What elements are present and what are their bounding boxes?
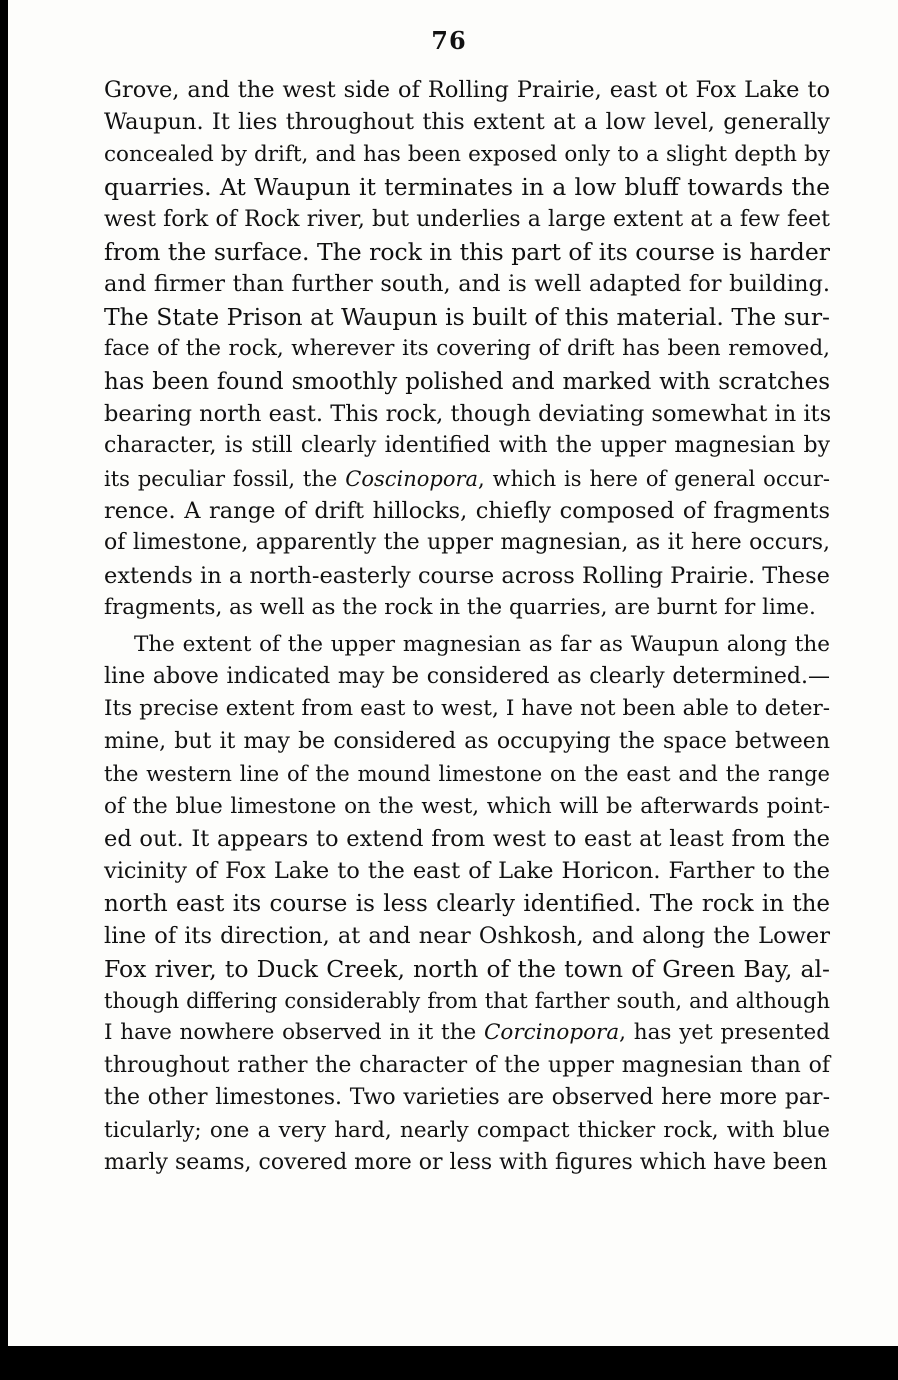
text-line: the other limestones. Two varieties are observed here more par- — [104, 1085, 830, 1111]
text-line: the western line of the mound limestone on the east and the range — [104, 762, 830, 787]
text-line: Grove, and the west side of Rolling Prairie, east ot Fox Lake to — [104, 77, 830, 103]
text-line: bearing north east. This rock, though deviating somewhat in its — [104, 400, 832, 427]
text-line: from the surface. The rock in this part of its course is harder — [104, 237, 830, 266]
text-line: rence. A range of drift hillocks, chiefly composed of fragments — [104, 498, 830, 525]
text-line: has been found smoothly polished and marked with scratches — [104, 368, 830, 395]
text-line: extends in a north-easterly course across Rolling Prairie. These — [104, 562, 830, 589]
text-line: though differing considerably from that farther south, and although — [104, 988, 830, 1013]
text-line: fragments, as well as the rock in the quarries, are burnt for lime. — [104, 595, 816, 621]
text-line: quarries. At Waupun it terminates in a low bluff towards the — [104, 173, 830, 202]
text-line: north east its course is less clearly identified. The rock in the — [104, 890, 830, 917]
text-line: mine, but it may be considered as occupying the space between — [104, 728, 830, 754]
text-line: Its precise extent from east to west, I have not been able to deter- — [104, 696, 830, 722]
text-line: The State Prison at Waupun is built of this material. The sur- — [104, 302, 830, 331]
paragraph-2 — [104, 629, 830, 1180]
paragraph-1 — [104, 74, 830, 625]
text-line: Waupun. It lies throughout this extent at a low level, generally — [104, 109, 830, 136]
scan-bottom-edge — [0, 1346, 898, 1380]
text-line: line above indicated may be considered as clearly determined.— — [104, 664, 830, 690]
text-line: Fox river, to Duck Creek, north of the town of Green Bay, al- — [104, 954, 830, 983]
text-line: vicinity of Fox Lake to the east of Lake Horicon. Farther to the — [104, 858, 830, 885]
italic-taxon-name: Coscinopora — [345, 466, 479, 491]
text-line: line of its direction, at and near Oshkosh, and along the Lower — [104, 923, 830, 950]
text-line: marly seams, covered more or less with figures which have been — [104, 1149, 828, 1175]
scan-left-edge — [0, 0, 8, 1380]
text-line: west fork of Rock river, but underlies a large extent at a few feet — [104, 206, 830, 232]
italic-taxon-name: Corcinopora — [483, 1020, 620, 1046]
body-text — [104, 74, 830, 1179]
page-number: 76 — [431, 26, 467, 55]
text-line: of the blue limestone on the west, which will be afterwards point- — [104, 793, 830, 819]
text-line: The extent of the upper magnesian as far as Waupun along the — [134, 631, 830, 657]
text-line: throughout rather the character of the upper magnesian than of — [104, 1052, 830, 1078]
text-line: its peculiar fossil, the Coscinopora, which is here of general occur- — [104, 466, 831, 491]
text-line: character, is still clearly identified with the upper magnesian by — [104, 433, 830, 459]
text-line: concealed by drift, and has been exposed only to a slight depth by — [104, 141, 830, 167]
text-line: I have nowhere observed in it the Corcinopora, has yet presented — [104, 1020, 830, 1046]
text-line: and firmer than further south, and is well adapted for building. — [104, 271, 830, 298]
text-line: face of the rock, wherever its covering of drift has been removed, — [104, 336, 830, 362]
text-line: ed out. It appears to extend from west to east at least from the — [104, 825, 830, 852]
text-line: ticularly; one a very hard, nearly compact thicker rock, with blue — [104, 1117, 830, 1143]
text-line: of limestone, apparently the upper magnesian, as it here occurs, — [104, 530, 830, 556]
